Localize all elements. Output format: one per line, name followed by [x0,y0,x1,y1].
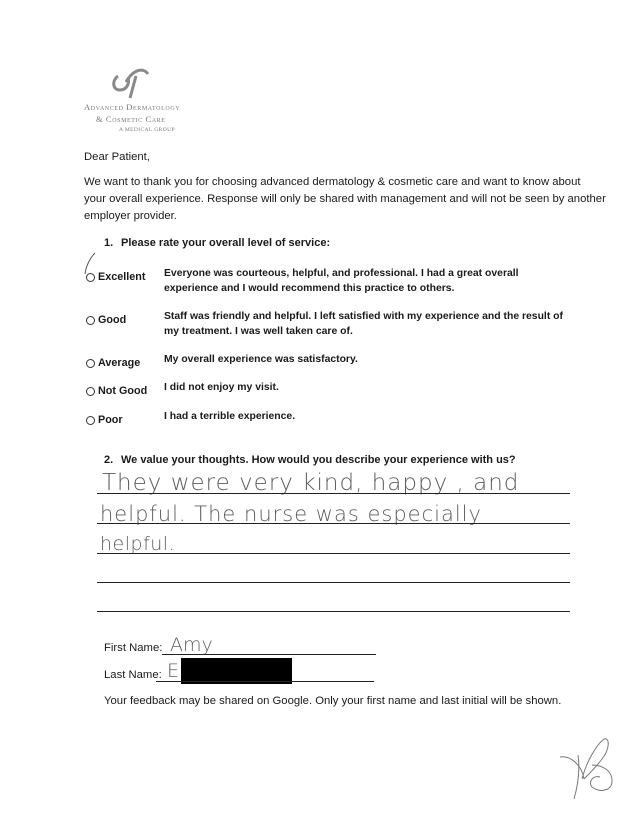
question-1-number: 1. [104,237,114,249]
first-name-rule [162,654,376,655]
logo-line-3: A MEDICAL GROUP [119,127,175,133]
greeting: Dear Patient, [84,151,150,163]
answer-rule-2 [97,523,570,524]
intro-line-2: your overall experience. Response will only be shared with management and will not be seen by another [84,193,606,205]
option-label-average: Average [98,357,141,369]
radio-poor[interactable] [86,416,95,425]
option-desc-poor: I had a terrible experience. [164,411,296,422]
first-name-value: Amy [170,634,213,656]
option-desc-not-good: I did not enjoy my visit. [164,382,279,393]
radio-average[interactable] [86,359,95,368]
answer-rule-5 [97,611,570,612]
footer-note: Your feedback may be shared on Google. Only your first name and last initial will be shown. [104,695,562,707]
answer-rule-3 [97,553,570,554]
handwritten-initials-signature [556,735,618,801]
option-label-poor: Poor [98,414,123,426]
last-name-value: E [167,660,180,682]
question-2-text: We value your thoughts. How would you describe your experience with us? [121,454,516,466]
intro-line-3: employer provider. [84,210,177,222]
logo-line-2: & Cosmetic Care [96,114,166,124]
answer-line-2: helpful. The nurse was especially [100,502,482,526]
last-name-rule [156,681,374,682]
option-label-excellent: Excellent [98,271,146,283]
option-desc-good: Staff was friendly and helpful. I left satisfied with my experience and the result of my treatment. I was well taken care of. [164,311,563,337]
answer-line-3: helpful. [100,533,176,555]
logo-monogram-icon [108,66,152,100]
option-label-not-good: Not Good [98,385,148,397]
logo-line-1: Advanced Dermatology [84,102,181,112]
answer-rule-4 [97,582,570,583]
option-desc-excellent: Everyone was courteous, helpful, and professional. I had a great overall experience and I would recommend this practice to others. [164,268,519,294]
radio-not-good[interactable] [86,387,95,396]
intro-line-1: We want to thank you for choosing advanced dermatology & cosmetic care and want to know about [84,176,581,188]
radio-good[interactable] [86,316,95,325]
option-label-good: Good [98,314,127,326]
radio-excellent[interactable] [86,273,95,282]
option-desc-average: My overall experience was satisfactory. [164,354,358,365]
answer-line-1: They were very kind, happy , and [102,470,520,496]
last-name-label: Last Name: [104,669,162,681]
question-1-text: Please rate your overall level of service: [121,237,331,249]
answer-rule-1 [97,493,570,494]
question-2-number: 2. [104,454,114,466]
first-name-label: First Name: [104,642,163,654]
